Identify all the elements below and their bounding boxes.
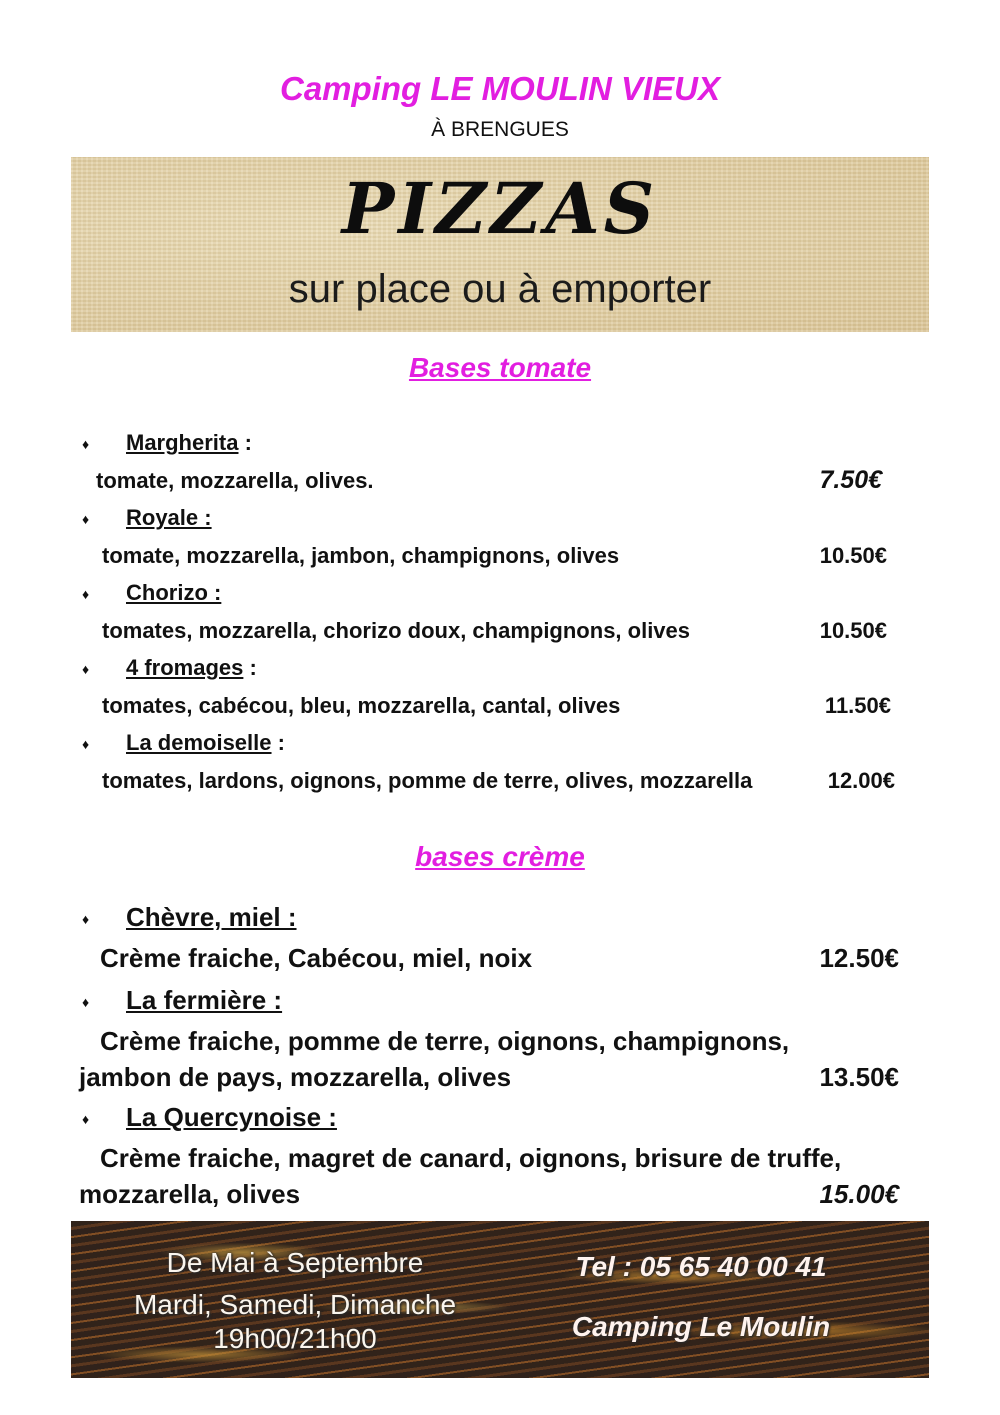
pizza-price: 13.50€ bbox=[819, 1062, 899, 1092]
pizza-price: 11.50€ bbox=[824, 693, 891, 718]
pizza-name: Chèvre, miel : bbox=[126, 902, 297, 932]
pizza-name: Chorizo : bbox=[126, 580, 222, 605]
pizza-description: Crème fraiche, magret de canard, oignons, brisure de truffe, bbox=[100, 1143, 842, 1173]
pizza-description: tomates, mozzarella, chorizo doux, champignons, olives bbox=[102, 618, 691, 643]
diamond-bullet-icon: ♦ bbox=[82, 511, 90, 528]
pizza-name: La Quercynoise : bbox=[126, 1102, 337, 1132]
footer-phone: Tel : 05 65 40 00 41 bbox=[575, 1251, 827, 1282]
pizza-description-continued: mozzarella, olives bbox=[79, 1179, 301, 1209]
diamond-bullet-icon: ♦ bbox=[82, 1111, 90, 1128]
footer-days: Mardi, Samedi, Dimanche bbox=[133, 1289, 457, 1320]
pizza-price: 7.50€ bbox=[819, 466, 882, 494]
pizza-description: tomate, mozzarella, olives. bbox=[96, 468, 374, 493]
diamond-bullet-icon: ♦ bbox=[82, 736, 90, 753]
pizza-description-continued: jambon de pays, mozzarella, olives bbox=[79, 1062, 512, 1092]
camp-title: Camping LE MOULIN VIEUX bbox=[279, 70, 721, 107]
banner bbox=[71, 157, 929, 332]
pizza-description: Crème fraiche, pomme de terre, oignons, champignons, bbox=[100, 1026, 790, 1056]
pizza-price: 10.50€ bbox=[819, 543, 887, 568]
pizza-description: tomate, mozzarella, jambon, champignons, olives bbox=[102, 543, 620, 568]
section-title-creme: bases crème bbox=[415, 841, 585, 872]
diamond-bullet-icon: ♦ bbox=[82, 586, 90, 603]
pizza-description: tomates, lardons, oignons, pomme de terre, olives, mozzarella bbox=[102, 768, 753, 793]
pizza-name: Margherita bbox=[126, 430, 239, 455]
diamond-bullet-icon: ♦ bbox=[82, 994, 90, 1011]
footer-banner bbox=[71, 1221, 929, 1378]
pizza-name-colon: : bbox=[243, 655, 257, 680]
pizza-name: La demoiselle bbox=[126, 730, 272, 755]
pizza-name: Royale : bbox=[126, 505, 212, 530]
section-title-tomate: Bases tomate bbox=[408, 352, 592, 383]
pizza-price: 12.00€ bbox=[827, 768, 895, 793]
location: À BRENGUES bbox=[431, 118, 569, 141]
pizza-description: Crème fraiche, Cabécou, miel, noix bbox=[100, 943, 533, 973]
pizza-name-colon: : bbox=[271, 730, 285, 755]
pizza-price: 10.50€ bbox=[819, 618, 887, 643]
diamond-bullet-icon: ♦ bbox=[82, 436, 90, 453]
banner-title: PIZZAS bbox=[341, 167, 659, 250]
banner-subtitle: sur place ou à emporter bbox=[288, 267, 712, 311]
diamond-bullet-icon: ♦ bbox=[82, 911, 90, 928]
footer-hours: 19h00/21h00 bbox=[213, 1323, 377, 1354]
pizza-name: 4 fromages bbox=[126, 655, 244, 680]
pizza-name-colon: : bbox=[238, 430, 252, 455]
pizza-description: tomates, cabécou, bleu, mozzarella, cantal, olives bbox=[102, 693, 621, 718]
diamond-bullet-icon: ♦ bbox=[82, 661, 90, 678]
pizza-price: 15.00€ bbox=[819, 1179, 899, 1209]
pizza-name: La fermière : bbox=[126, 985, 283, 1015]
pizza-price: 12.50€ bbox=[819, 943, 899, 973]
footer-season: De Mai à Septembre bbox=[166, 1247, 424, 1278]
footer-camping-name: Camping Le Moulin bbox=[571, 1311, 831, 1342]
